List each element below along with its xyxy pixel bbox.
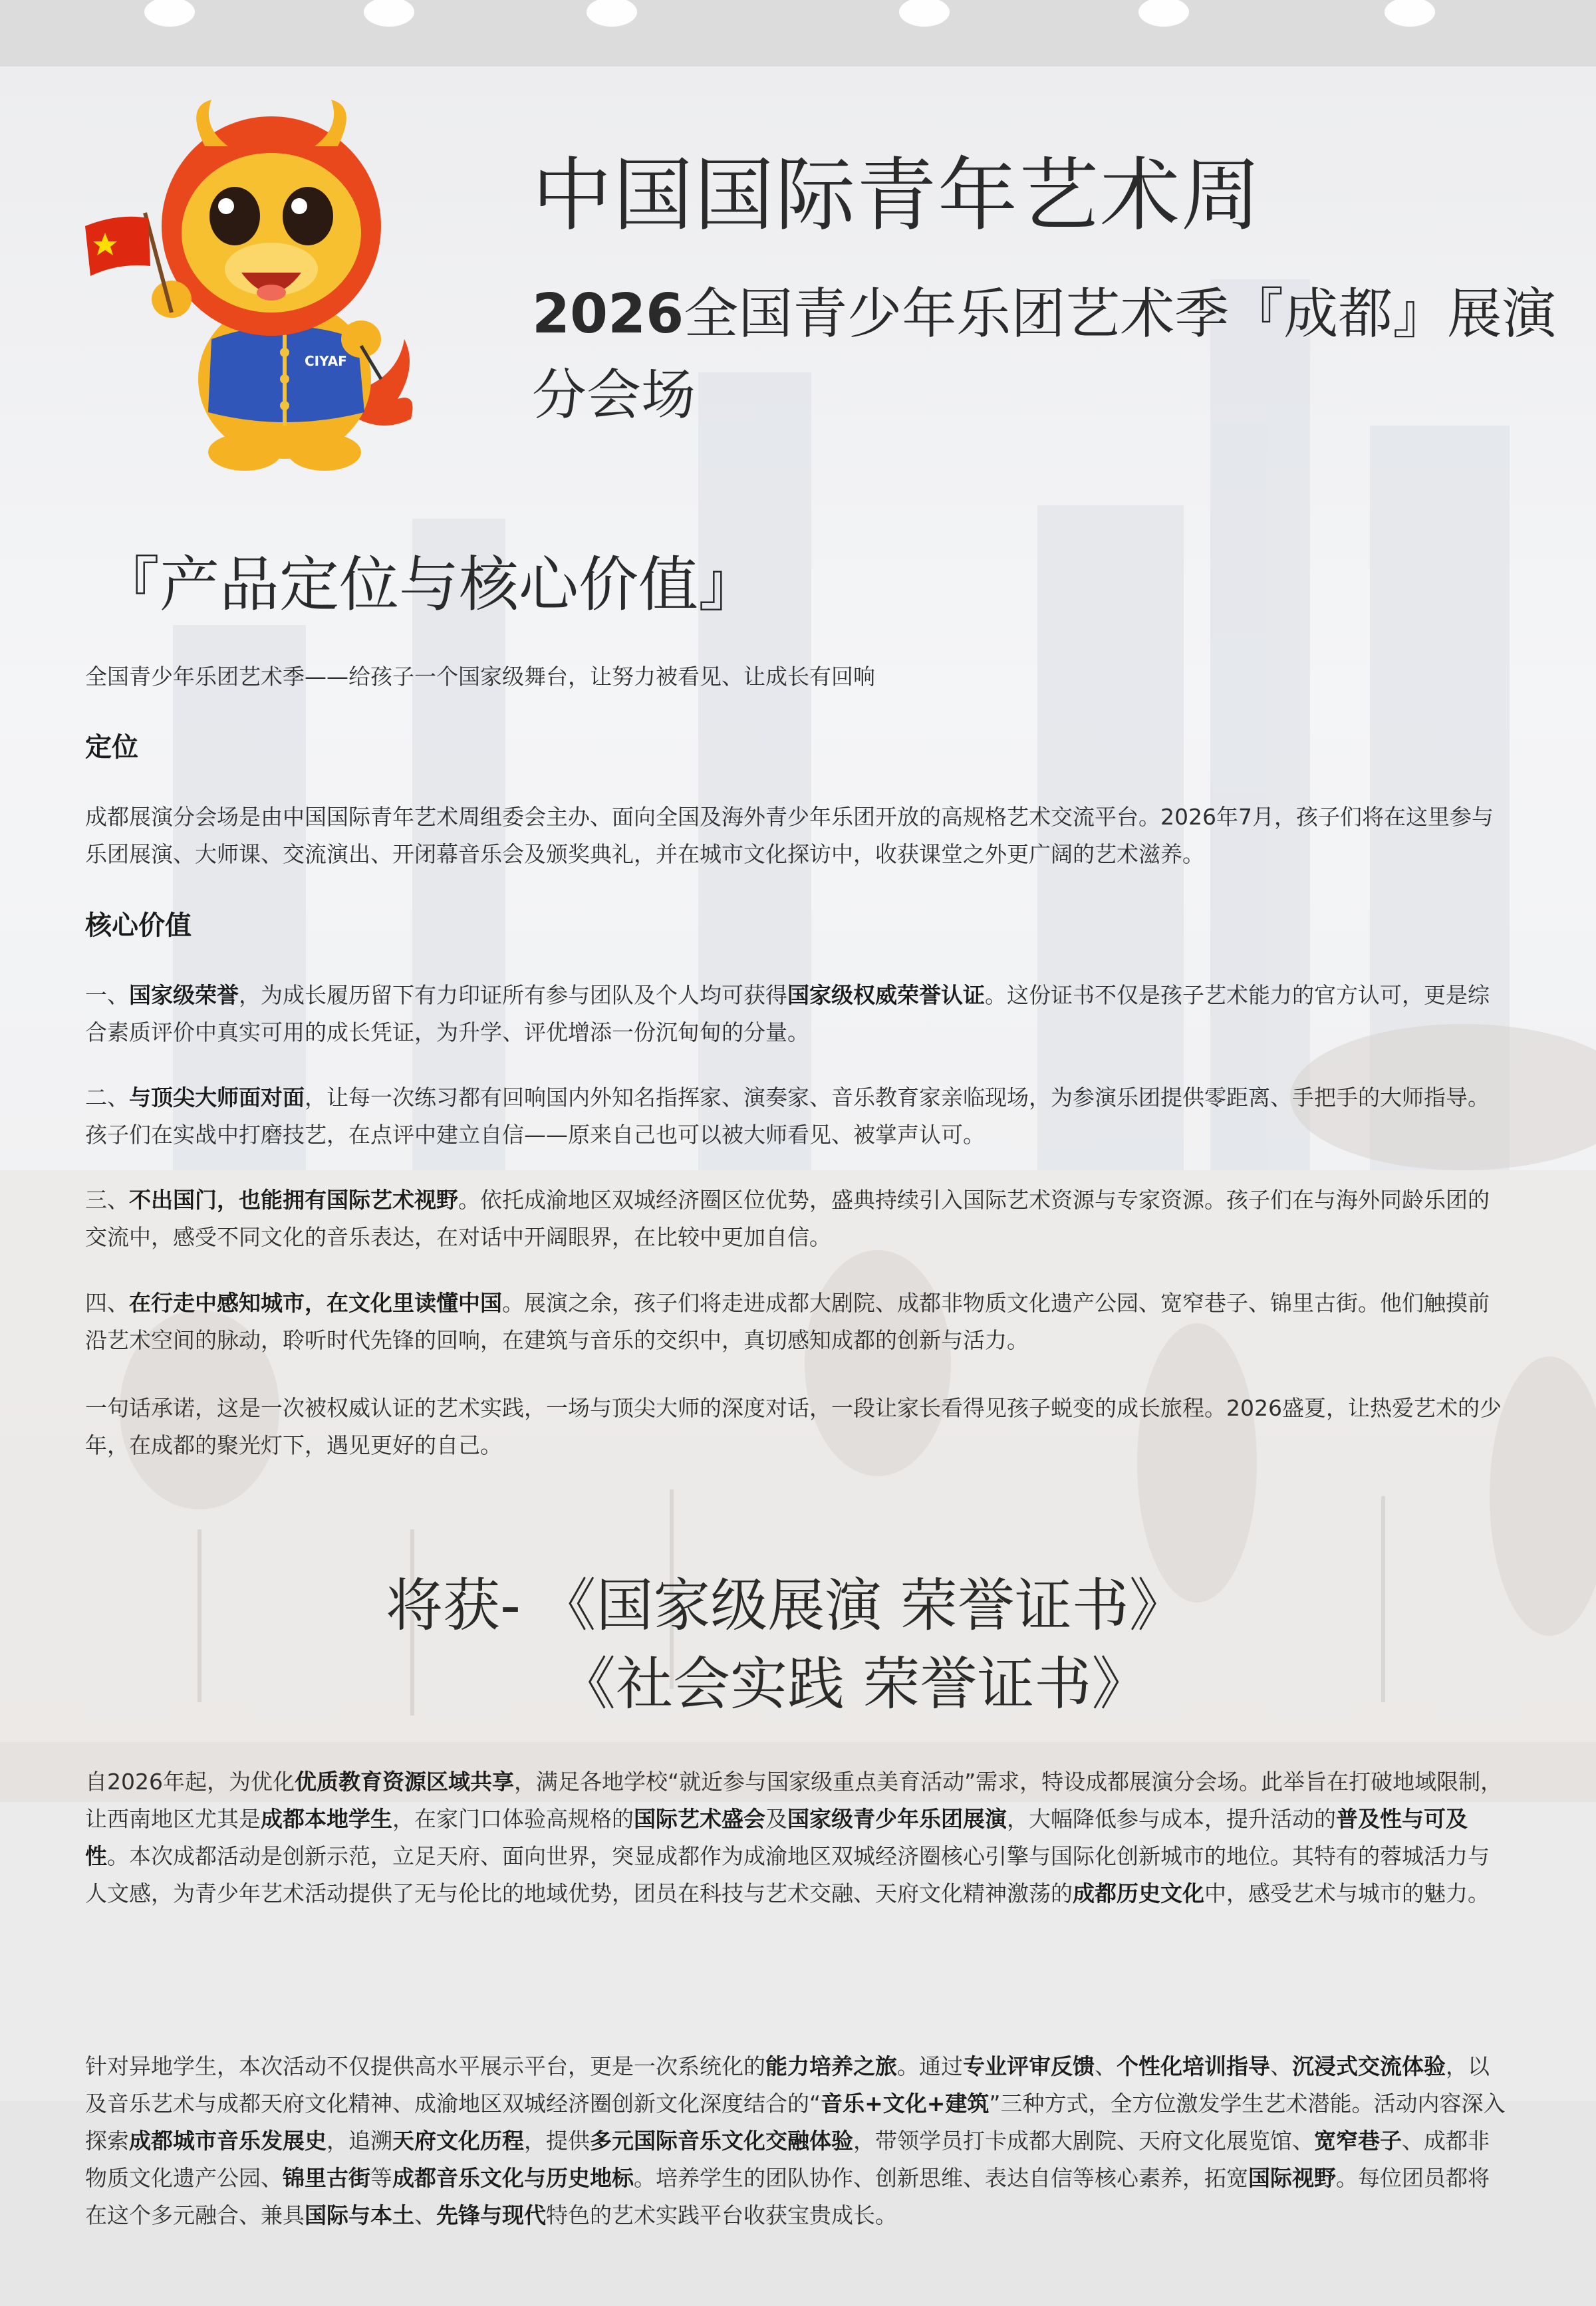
- paragraph-text: ，提供: [524, 2128, 590, 2154]
- paragraph-text: 针对异地学生，本次活动不仅提供高水平展示平台，更是一次系统化的: [85, 2053, 765, 2079]
- item-prefix: 二、: [85, 1085, 129, 1110]
- emphasis-text: 天府文化历程: [392, 2128, 524, 2154]
- item-prefix: 三、: [85, 1187, 129, 1213]
- mascot-badge: CIYAF: [305, 353, 347, 369]
- paragraph-text: 、: [1270, 2053, 1292, 2079]
- positioning-text: 成都展演分会场是由中国国际青年艺术周组委会主办、面向全国及海外青少年乐团开放的高规格艺术交流平台。2026年7月，孩子们将在这里参与乐团展演、大师课、交流演出、开闭幕音乐会及颁奖典礼，并在城市文化探访中，收获课堂之外更广阔的艺术滋养。: [85, 804, 1494, 867]
- item-mid: 。依托成渝地区双城经济圈区位优势，盛典持续引入国际艺术资源与专家资源。孩子们在与海外同龄乐团的交流中，感受不同文化的音乐表达，在对话中开阔眼界，在比较中更加自信。: [85, 1187, 1490, 1250]
- item-mid: ，为成长履历留下有力印证所有参与团队及个人均可获得: [239, 982, 787, 1008]
- core-values-heading: 核心价值: [85, 910, 192, 941]
- paragraph-text: 、: [1095, 2053, 1117, 2079]
- paragraph-text: 。通过: [897, 2053, 963, 2079]
- paragraph-text: ，带领学员打卡成都大剧院、天府文化展览馆、: [853, 2128, 1314, 2154]
- emphasis-text: 沉浸式交流体验: [1292, 2053, 1446, 2079]
- award-line-2: 《社会实践 荣誉证书》: [559, 1651, 1149, 1718]
- award-line-1: 将获- 《国家级展演 荣誉证书》: [386, 1573, 1186, 1639]
- section-title: 『产品定位与核心价值』: [100, 550, 758, 620]
- dragon-mascot-icon: [85, 100, 431, 472]
- emphasis-text: 国际与本土: [305, 2202, 414, 2228]
- subtitle-year: 2026: [532, 283, 684, 346]
- emphasis-text: 先锋与现代: [436, 2202, 546, 2228]
- paragraph-text: 、: [414, 2202, 436, 2228]
- item-mid: 。展演之余，孩子们将走进成都大剧院、成都非物质文化遗产公园、宽窄巷子、锦里古街。他们触摸前沿艺术空间的脉动，聆听时代先锋的回响，在建筑与音乐的交织中，真切感知成都的创新与活力。: [85, 1290, 1490, 1353]
- item-lead: 不出国门，也能拥有国际艺术视野: [129, 1187, 458, 1213]
- paragraph-text: 及: [765, 1806, 787, 1832]
- emphasis-text: 优质教育资源区域共享: [294, 1769, 514, 1795]
- item-rest: 。这份证书不仅是孩子艺术能力的官方认可，更是综合素质评价中真实可用的成长凭证，为升学、评优增添一份沉甸甸的分量。: [85, 982, 1490, 1045]
- paragraph-text: ”三种方式，全方位激发学生艺术潜能。活动内容深入探索: [85, 2091, 1506, 2154]
- paragraph-text: 特色的艺术实践平台收获宝贵成长。: [546, 2202, 897, 2228]
- paragraph-text: ，大幅降低参与成本，提升活动的: [1007, 1806, 1336, 1832]
- paragraph-text: 。每位团员都将在这个多元融合、兼具: [85, 2165, 1490, 2228]
- emphasis-text: 多元国际音乐文化交融体验: [590, 2128, 853, 2154]
- paragraph-text: 等: [370, 2165, 392, 2191]
- item-prefix: 四、: [85, 1290, 129, 1316]
- paragraph-text: ，满足各地学校“就近参与国家级重点美育活动”需求，特设成都展演分会场。此举旨在打破地域限制，让西南地区尤其是: [85, 1769, 1503, 1832]
- core-value-item-2: [85, 1079, 1508, 1154]
- item-lead: 国家级荣誉: [129, 982, 239, 1008]
- paragraph-text: 自2026年起，为优化: [85, 1769, 295, 1795]
- summary-text: 一句话承诺，这是一次被权威认证的艺术实践，一场与顶尖大师的深度对话，一段让家长看得见孩子蜕变的成长旅程。2026盛夏，让热爱艺术的少年，在成都的聚光灯下，遇见更好的自己。: [85, 1395, 1502, 1458]
- core-value-item-4: [85, 1285, 1508, 1359]
- emphasis-text: 国际艺术盛会: [634, 1806, 765, 1832]
- core-value-item-3: [85, 1182, 1508, 1256]
- paragraph-text: 。本次成都活动是创新示范，立足天府、面向世界，突显成都作为成渝地区双城经济圈核心引擎与国际化创新城市的地位。其特有的蓉城活力与人文感，为青少年艺术活动提供了无与伦比的地域优势，团员在科技与艺术交融、天府文化精神激荡的: [85, 1843, 1490, 1906]
- item-mid: ，让每一次练习都有回响国内外知名指挥家、演奏家、音乐教育家亲临现场，为参演乐团提供零距离、手把手的大师指导。孩子们在实战中打磨技艺，在点评中建立自信——原来自己也可以被大师看见、被掌声认可。: [85, 1085, 1490, 1148]
- emphasis-text: 普及性与可及性: [85, 1806, 1468, 1869]
- emphasis-text: 成都历史文化: [1073, 1880, 1204, 1906]
- subtitle-text: 全国青少年乐团艺术季『成都』展演分会场: [532, 283, 1557, 427]
- emphasis-text: 国际视野: [1248, 2165, 1336, 2191]
- emphasis-text: 能力培养之旅: [765, 2053, 897, 2079]
- paragraph-text: ，以及音乐艺术与成都天府文化精神、成渝地区双城经济圈创新文化深度结合的“: [85, 2053, 1490, 2116]
- emphasis-text: 成都本地学生: [261, 1806, 392, 1832]
- emphasis-text: 音乐+文化+建筑: [821, 2091, 990, 2116]
- emphasis-text: 个性化培训指导: [1117, 2053, 1270, 2079]
- item-prefix: 一、: [85, 982, 129, 1008]
- paragraph-text: ，追溯: [327, 2128, 392, 2154]
- item-lead: 在行走中感知城市，在文化里读懂中国: [129, 1290, 502, 1316]
- paragraph-text: 、成都非物质文化遗产公园、: [85, 2128, 1490, 2191]
- emphasis-text: 专业评审反馈: [963, 2053, 1095, 2079]
- emphasis-text: 成都城市音乐发展史: [129, 2128, 327, 2154]
- mascot: [85, 100, 431, 472]
- tagline: 全国青少年乐团艺术季——给孩子一个国家级舞台，让努力被看见、让成长有回响: [85, 664, 875, 690]
- item-highlight: 国家级权威荣誉认证: [787, 982, 985, 1008]
- china-flag-icon: [85, 217, 150, 276]
- emphasis-text: 国家级青少年乐团展演: [787, 1806, 1007, 1832]
- paragraph-remote-students: [85, 2048, 1508, 2234]
- emphasis-text: 锦里古街: [283, 2165, 370, 2191]
- paragraph-text: ，在家门口体验高规格的: [392, 1806, 634, 1832]
- positioning-heading: 定位: [85, 732, 138, 763]
- paragraph-text: 。培养学生的团队协作、创新思维、表达自信等核心素养，拓宽: [634, 2165, 1248, 2191]
- emphasis-text: 成都音乐文化与历史地标: [392, 2165, 634, 2191]
- page-subtitle: [532, 274, 1569, 436]
- core-value-item-1: [85, 977, 1508, 1051]
- paragraph-text: 中，感受艺术与城市的魅力。: [1204, 1880, 1490, 1906]
- paragraph-local-students: [85, 1763, 1508, 1912]
- page-title: 中国国际青年艺术周: [532, 150, 1262, 242]
- item-lead: 与顶尖大师面对面: [129, 1085, 305, 1110]
- emphasis-text: 宽窄巷子: [1314, 2128, 1402, 2154]
